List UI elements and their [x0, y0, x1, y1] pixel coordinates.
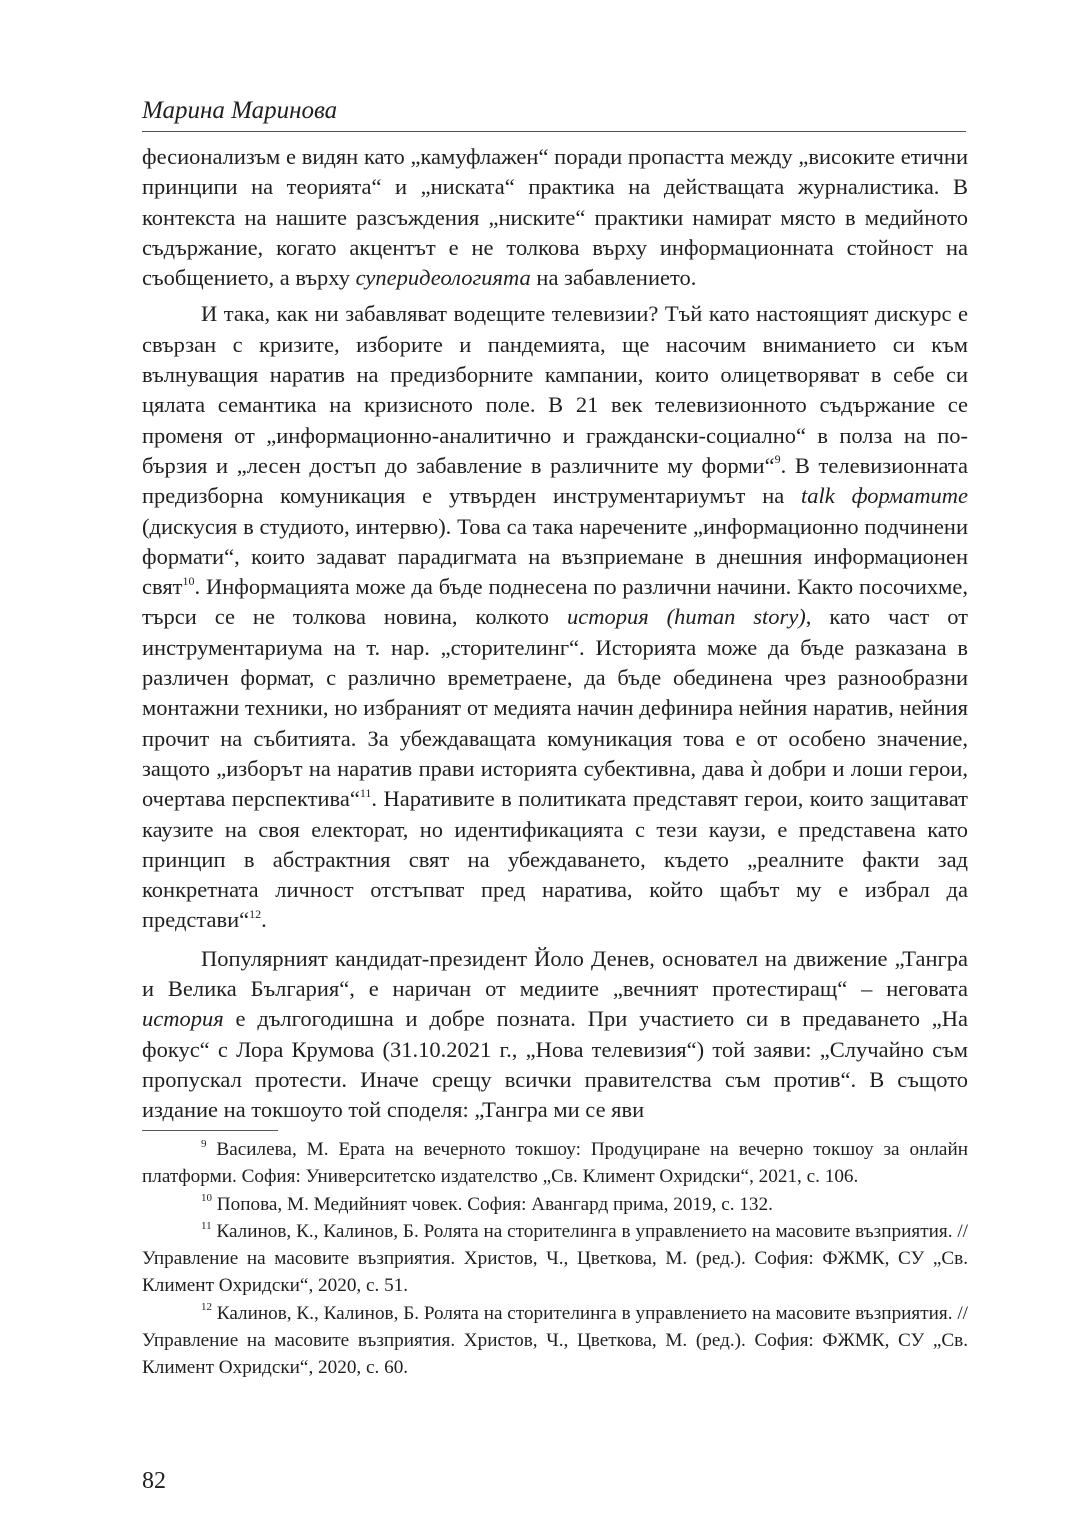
- paragraph-2: [142, 299, 968, 935]
- text-run: . Наративите в политиката представят герои, които защитават каузите на своя електорат, но идентификацията с тези каузи, е представена като принцип в абстрактния свят на убеждаването, където „реалните факти зад конкретната личност отстъпват пред наратива, който щабът му е избрал да представи“: [142, 786, 968, 933]
- text-run: , като част от инструментариума на т. нар. „сторителинг“. Историята може да бъде разказана в различен формат, с различно времетраене, да бъде обединена чрез разнообразни монтажни техники, но избраният от медията начин дефинира нейния наратив, нейния прочит на събитията. За убеждаващата комуникация това е от особено значение, защото „изборът на наратив прави историята субективна, дава ѝ добри и лоши герои, очертава перспектива“: [142, 604, 968, 812]
- footnote-number: 10: [201, 1192, 212, 1205]
- footnote-12: [142, 1300, 968, 1382]
- text-run: . Информацията може да бъде поднесена по различни начини. Както посочихме, търси се не толкова новина, колкото: [142, 574, 968, 630]
- footnotes: [142, 1136, 968, 1382]
- footnote-9: [142, 1136, 968, 1191]
- footnote-text: Попова, М. Медийният човек. София: Авангард прима, 2019, с. 132.: [212, 1193, 773, 1215]
- italic-term: история (human story): [566, 604, 806, 630]
- footnote-ref-12[interactable]: 12: [249, 906, 262, 921]
- footnote-text: Василева, М. Ерата на вечерното токшоу: Продуциране на вечерно токшоу за онлайн платформи. София: Университетско издателство „Св. Климент Охридски“, 2021, с. 106.: [142, 1139, 968, 1188]
- text-run: . В телевизионната предизборна комуникация е утвърден инструментариумът на: [142, 452, 968, 509]
- footnote-10: [142, 1191, 968, 1218]
- text-run: на забавлението.: [530, 265, 697, 291]
- footnote-text: Калинов, К., Калинов, Б. Ролята на сторителинга в управлението на масовите възприятия. // Управление на масовите възприятия. Христов, Ч., Цветкова, М. (ред.). София: ФЖМК, СУ „Св. Климент Охридски“, 2020, с. 60.: [142, 1302, 968, 1379]
- text-run: е дългогодишна и добре позната. При участието си в предаването „На фокус“ с Лора Крумова (31.10.2021 г., „Нова телевизия“) той заяви: „Случайно съм пропускал протести. Иначе срещу всички правителства съм против“. В същото издание на токшоуто той споделя: „Тангра ми се яви: [142, 1006, 968, 1123]
- page-number: 82: [142, 1468, 166, 1494]
- footnote-separator: [142, 1130, 278, 1131]
- paragraph-1: [142, 142, 968, 293]
- text-run: .: [261, 907, 267, 933]
- italic-term: суперидеологията: [355, 265, 531, 291]
- footnote-ref-9[interactable]: 9: [774, 452, 781, 467]
- text-run: фесионализъм е видян като „камуфлажен“ поради пропастта между „високите етични принципи на теорията“ и „ниската“ практика на действащата журналистика. В контекста на нашите разсъждения „ниските“ практики намират място в медийното съдържание, когато акцентът е не толкова върху информационната стойност на съобщението, а върху: [142, 144, 968, 291]
- footnote-number: 9: [201, 1137, 207, 1150]
- text-run: (дискусия в студиото, интервю). Това са така наречените „информационно подчинени формати“, които задават парадигмата на възприемане в днешния информационен свят: [142, 513, 968, 600]
- text-run: И така, как ни забавляват водещите телевизии? Тъй като настоящият дискурс е свързан с кризите, изборите и пандемията, ще насочим вниманието си към вълнуващия наратив на предизборните кампании, които олицетворяват в себе си цялата семантика на кризисното поле. В 21 век телевизионното съдържание се променя от „информационно-аналитично и граждански-социално“ в полза на по-бързия и „лесен достъп до забавление в различните му форми“: [142, 301, 968, 478]
- paragraph-3: [142, 944, 968, 1126]
- text-run: Популярният кандидат-президент Йоло Денев, основател на движение „Тангра и Велика България“, е наричан от медиите „вечният протестиращ“ – неговата: [142, 945, 968, 1002]
- footnote-number: 11: [201, 1219, 212, 1232]
- running-head-author: Марина Маринова: [142, 96, 966, 132]
- main-text: [142, 142, 968, 1126]
- footnote-text: Калинов, К., Калинов, Б. Ролята на сторителинга в управлението на масовите възприятия. // Управление на масовите възприятия. Христов, Ч., Цветкова, М. (ред.). София: ФЖМК, СУ „Св. Климент Охридски“, 2020, с. 51.: [142, 1220, 968, 1297]
- italic-term: история: [142, 1006, 224, 1032]
- footnote-ref-10[interactable]: 10: [182, 573, 195, 588]
- footnote-number: 12: [201, 1301, 212, 1314]
- footnote-ref-11[interactable]: 11: [359, 785, 372, 800]
- italic-term: talk форматите: [801, 483, 969, 509]
- footnote-11: [142, 1218, 968, 1300]
